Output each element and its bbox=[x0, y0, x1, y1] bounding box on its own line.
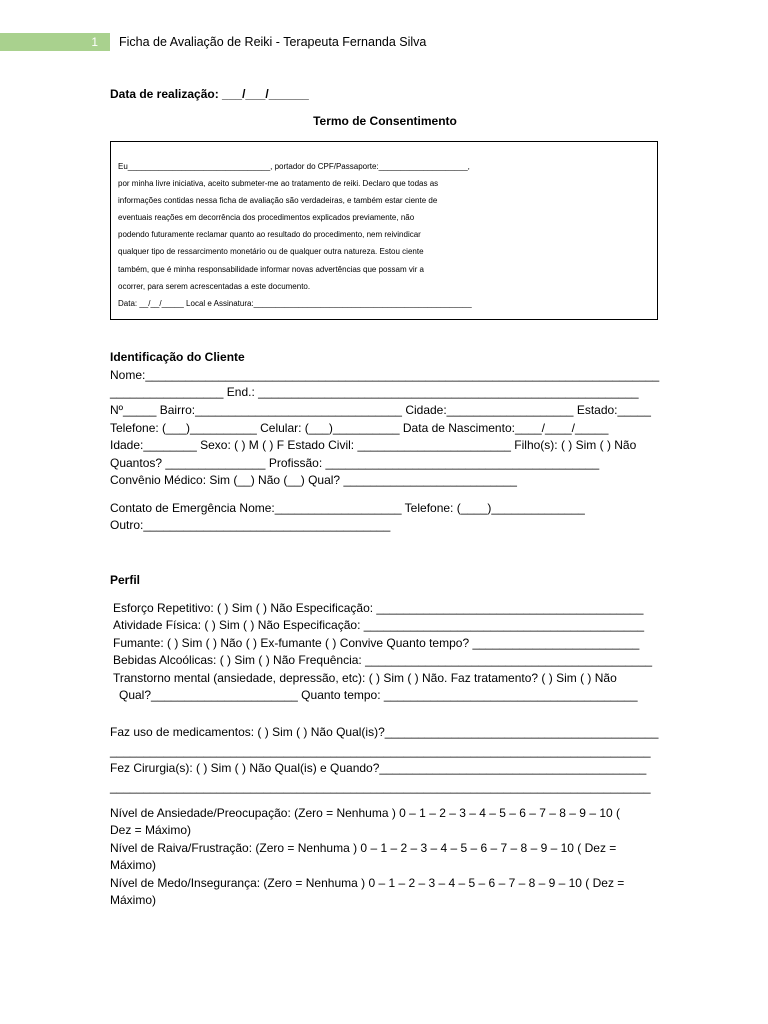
alcohol-field[interactable]: Bebidas Alcoólicas: ( ) Sim ( ) Não Frequência: ___________________________________________ bbox=[113, 653, 653, 667]
consent-signature-line[interactable]: Data: __/__/_____ Local e Assinatura:_________________________________________________ bbox=[118, 298, 472, 308]
fear-level-cont: Máximo) bbox=[110, 893, 157, 907]
emergency-contact-field[interactable]: Contato de Emergência Nome:___________________ Telefone: (____)______________ bbox=[110, 501, 585, 515]
neighborhood-city-state-field[interactable]: Nº_____ Bairro:_______________________________ Cidade:___________________ Estado:_____ bbox=[110, 403, 651, 417]
name-field[interactable]: Nome:_____________________________________________________________________________ bbox=[110, 368, 660, 382]
anger-level-cont: Máximo) bbox=[110, 858, 157, 872]
address-field[interactable]: _________________ End.: _________________________________________________________ bbox=[110, 385, 639, 399]
smoker-field[interactable]: Fumante: ( ) Sim ( ) Não ( ) Ex-fumante ( ) Convive Quanto tempo? _________________________ bbox=[113, 636, 640, 650]
surgery-field[interactable]: Fez Cirurgia(s): ( ) Sim ( ) Não Qual(is) e Quando?________________________________________ bbox=[110, 761, 647, 775]
fear-level-field[interactable]: Nível de Medo/Insegurança: (Zero = Nenhuma ) 0 – 1 – 2 – 3 – 4 – 5 – 6 – 7 – 8 – 9 – 10 ( Dez = bbox=[110, 876, 625, 890]
surgery-extra-line[interactable]: _________________________________________________________________________________ bbox=[110, 780, 651, 794]
consent-text bbox=[118, 158, 653, 312]
page-header bbox=[0, 33, 768, 51]
medication-extra-line[interactable]: _________________________________________________________________________________ bbox=[110, 744, 651, 758]
children-profession-field[interactable]: Quantos? _______________ Profissão: _________________________________________ bbox=[110, 456, 600, 470]
consent-line: podendo futuramente reclamar quanto ao resultado do procedimento, nem reivindicar bbox=[118, 230, 421, 240]
medication-field[interactable]: Faz uso de medicamentos: ( ) Sim ( ) Não Qual(is)?_________________________________________ bbox=[110, 725, 659, 739]
phone-birthdate-field[interactable]: Telefone: (___)__________ Celular: (___)__________ Data de Nascimento:____/____/_____ bbox=[110, 421, 609, 435]
physical-activity-field[interactable]: Atividade Física: ( ) Sim ( ) Não Especificação: __________________________________________ bbox=[113, 618, 645, 632]
consent-title: Termo de Consentimento bbox=[313, 114, 457, 128]
consent-line: ocorrer, para serem acrescentadas a este documento. bbox=[118, 281, 311, 291]
repetitive-effort-field[interactable]: Esforço Repetitivo: ( ) Sim ( ) Não Especificação: ________________________________________ bbox=[113, 601, 644, 615]
anxiety-level-cont: Dez = Máximo) bbox=[110, 823, 192, 837]
consent-box bbox=[110, 141, 658, 320]
identification-heading: Identificação do Cliente bbox=[110, 350, 245, 364]
age-sex-marital-field[interactable]: Idade:________ Sexo: ( ) M ( ) F Estado Civil: _______________________ Filho(s): ( ) Sim ( ) Não bbox=[110, 438, 637, 452]
consent-line: informações contidas nessa ficha de avaliação são verdadeiras, e também estar ciente de bbox=[118, 196, 438, 206]
anger-level-field[interactable]: Nível de Raiva/Frustração: (Zero = Nenhuma ) 0 – 1 – 2 – 3 – 4 – 5 – 6 – 7 – 8 – 9 – 10 ( Dez = bbox=[110, 841, 617, 855]
document-title: Ficha de Avaliação de Reiki - Terapeuta Fernanda Silva bbox=[119, 35, 427, 49]
health-insurance-field[interactable]: Convênio Médico: Sim (__) Não (__) Qual? __________________________ bbox=[110, 473, 517, 487]
consent-line: também, que é minha responsabilidade informar novas advertências que possam vir a bbox=[118, 264, 424, 274]
consent-line[interactable]: Eu________________________________, portador do CPF/Passaporte:____________________, bbox=[118, 162, 470, 171]
consent-line: qualquer tipo de ressarcimento monetário ou de qualquer outra natureza. Estou ciente bbox=[118, 247, 424, 257]
consent-line: eventuais reações em decorrência dos procedimentos explicados previamente, não bbox=[118, 213, 415, 223]
date-field[interactable]: Data de realização: ___/___/______ bbox=[110, 87, 309, 101]
mental-disorder-detail-field[interactable]: Qual?______________________ Quanto tempo: ______________________________________ bbox=[119, 688, 638, 702]
anxiety-level-field[interactable]: Nível de Ansiedade/Preocupação: (Zero = Nenhuma ) 0 – 1 – 2 – 3 – 4 – 5 – 6 – 7 – 8 – 9 – 10 ( bbox=[110, 806, 620, 820]
other-contact-field[interactable]: Outro:_____________________________________ bbox=[110, 518, 391, 532]
page-number: 1 bbox=[0, 33, 110, 51]
profile-heading: Perfil bbox=[110, 573, 141, 587]
consent-line: por minha livre iniciativa, aceito submeter-me ao tratamento de reiki. Declaro que todas as bbox=[118, 179, 439, 189]
mental-disorder-field[interactable]: Transtorno mental (ansiedade, depressão, etc): ( ) Sim ( ) Não. Faz tratamento? ( ) Sim ( ) Não bbox=[113, 671, 617, 685]
